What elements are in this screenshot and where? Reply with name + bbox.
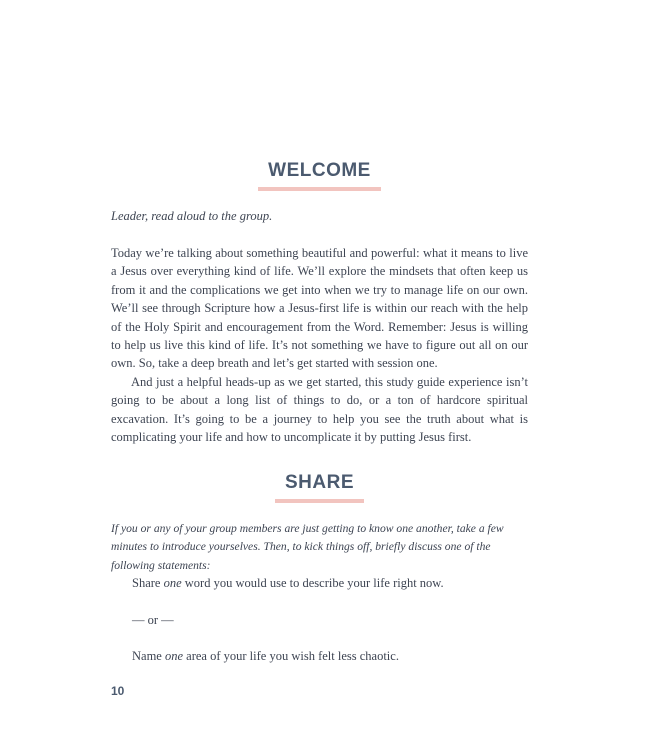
welcome-paragraph-1: Today we’re talking about something beautiful and powerful: what it means to live a Jesus over everything kind of life. We’ll explore the mindsets that often keep us from it and the complications we get into when we try to manage life on our own. We’ll see through Scripture how a Jesus-first life is within our reach with the help of the Holy Spirit and encouragement from the Word. Remember: Jesus is willing to help us live this kind of life. It’s not something we have to figure out all on our own. So, take a deep breath and let’s get started with session one. — [111, 246, 528, 371]
option-2-emphasis: one — [164, 649, 184, 663]
share-option-2 — [132, 647, 399, 665]
share-heading: SHARE — [275, 472, 364, 503]
welcome-heading-container — [111, 160, 528, 191]
option-1-text-end: word you would use to describe your life right now. — [181, 576, 444, 590]
option-2-text-start: Name — [132, 649, 165, 663]
share-instruction: If you or any of your group members are just getting to know one another, take a few minutes to introduce yourselves. Then, to kick things off, briefly discuss one of the following statements: — [111, 522, 504, 572]
option-2-text-end: area of your life you wish felt less chaotic. — [183, 649, 399, 663]
welcome-paragraph-2: And just a helpful heads-up as we get started, this study guide experience isn’t going to be about a long list of things to do, or a ton of hardcore spiritual excavation. It’s going to be a journey to help you see the truth about what is complicating your life and how to uncomplicate it by putting Jesus first. — [111, 374, 528, 445]
option-1-emphasis: one — [163, 576, 182, 590]
welcome-heading: WELCOME — [258, 160, 381, 191]
welcome-body — [111, 244, 528, 446]
page-number: 10 — [111, 684, 125, 698]
option-separator: — or — — [132, 613, 174, 627]
share-heading-container — [111, 472, 528, 503]
share-option-1 — [132, 574, 444, 592]
welcome-instruction: Leader, read aloud to the group. — [111, 209, 273, 223]
option-1-text-start: Share — [132, 576, 164, 590]
